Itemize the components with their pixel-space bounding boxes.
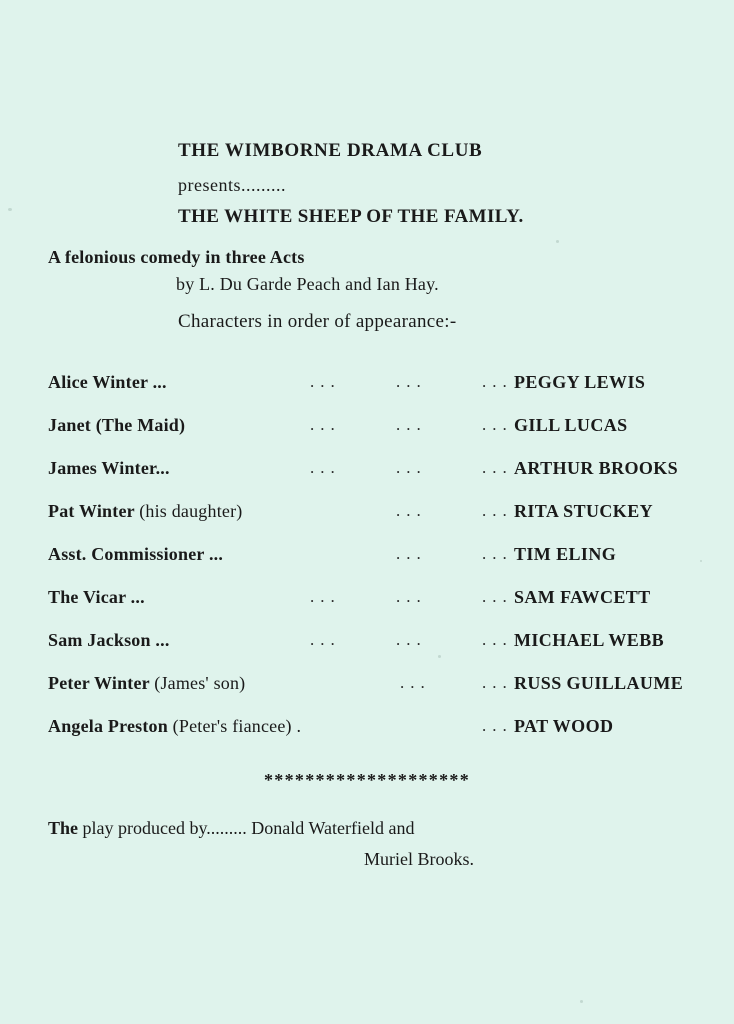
leader-dots: ... (482, 415, 513, 434)
subtitle-block (48, 247, 688, 295)
characters-heading: Characters in order of appearance:- (178, 311, 457, 332)
table-row (48, 587, 708, 630)
leader-dots: ... (310, 415, 341, 434)
leader-dots: ... (310, 630, 341, 649)
leader-dots: ... (482, 458, 513, 477)
header-block (178, 140, 698, 228)
table-row (48, 415, 708, 458)
divider: ******************** (264, 770, 470, 790)
table-row (48, 630, 708, 673)
character-name (48, 716, 301, 737)
leader-dots: ... (310, 458, 341, 477)
presents-text: presents......... (178, 175, 286, 195)
cast-list (48, 372, 708, 759)
actor-name: MICHAEL WEBB (514, 630, 665, 650)
character-note: (James' son) (154, 673, 246, 693)
paper-speck (8, 208, 12, 211)
character-name (48, 673, 245, 694)
leader-dots: ... (396, 458, 427, 477)
character-name-text: Pat Winter (48, 501, 140, 521)
table-row (48, 544, 708, 587)
producer-label: The (48, 818, 79, 838)
actor-name: TIM ELING (514, 544, 617, 564)
actor-name: RUSS GUILLAUME (514, 673, 684, 693)
table-row (48, 673, 708, 716)
character-name: Alice Winter ... (48, 372, 167, 392)
character-name: Asst. Commissioner ... (48, 544, 224, 564)
producer-credit (48, 818, 708, 870)
character-name: Janet (The Maid) (48, 415, 186, 435)
leader-dots: ... (396, 372, 427, 391)
actor-name: RITA STUCKEY (514, 501, 654, 521)
actor-name: SAM FAWCETT (514, 587, 651, 607)
leader-dots: ... (396, 501, 427, 520)
leader-dots: ... (396, 544, 427, 563)
actor-name: ARTHUR BROOKS (514, 458, 679, 478)
character-name-text: Angela Preston (48, 716, 173, 736)
actor-name: PAT WOOD (514, 716, 614, 736)
character-name-text: Peter Winter (48, 673, 155, 693)
actor-name: GILL LUCAS (514, 415, 628, 435)
leader-dots: ... (396, 630, 427, 649)
club-title: THE WIMBORNE DRAMA CLUB (178, 140, 483, 161)
leader-dots: ... (482, 372, 513, 391)
leader-dots: ... (396, 415, 427, 434)
character-name: Sam Jackson ... (48, 630, 170, 650)
leader-dots: ... (396, 587, 427, 606)
paper-speck (580, 1000, 583, 1003)
leader-dots: ... (310, 372, 341, 391)
leader-dots: ... (482, 501, 513, 520)
character-name: James Winter... (48, 458, 170, 478)
leader-dots: ... (310, 587, 341, 606)
producer-line1: play produced by......... Donald Waterfield and (78, 818, 415, 838)
genre-line: A felonious comedy in three Acts (48, 247, 305, 267)
leader-dots: ... (482, 673, 513, 692)
paper-speck (556, 240, 559, 243)
leader-dots: ... (482, 587, 513, 606)
author-line: by L. Du Garde Peach and Ian Hay. (176, 274, 439, 294)
table-row (48, 716, 708, 759)
table-row (48, 372, 708, 415)
character-name (48, 501, 242, 522)
leader-dots: ... (400, 673, 431, 692)
character-note: (Peter's fiancee) . (172, 716, 302, 736)
leader-dots: ... (482, 716, 513, 735)
actor-name: PEGGY LEWIS (514, 372, 646, 392)
table-row (48, 458, 708, 501)
leader-dots: ... (482, 630, 513, 649)
producer-line2: Muriel Brooks. (364, 849, 474, 869)
character-name: The Vicar ... (48, 587, 145, 607)
play-title: THE WHITE SHEEP OF THE FAMILY. (178, 206, 524, 227)
character-note: (his daughter) (139, 501, 243, 521)
table-row (48, 501, 708, 544)
leader-dots: ... (482, 544, 513, 563)
